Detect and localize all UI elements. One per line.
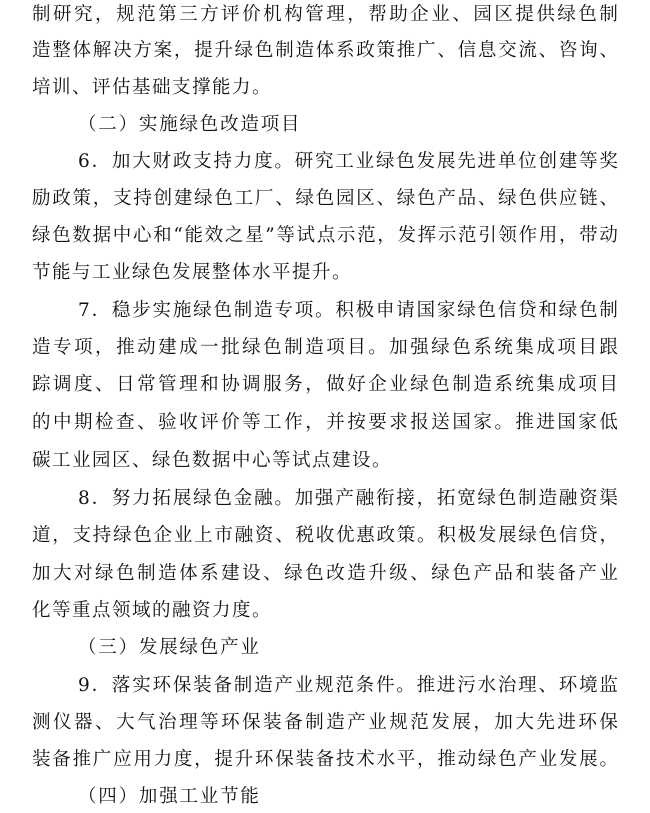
text-line: 培训、评估基础支撑能力。 <box>32 77 273 98</box>
text-line: 制 研 究 ， 规 范 第 三 方 评 价 机 构 管 理 ， 帮 助 企 业 、 园 区 提 供 绿 色 制 <box>32 4 618 25</box>
text-line: 绿 色 数 据 中 心 和 “ 能 效 之 星 ” 等 试 点 示 范 ， 发 挥 示 范 引 领 作 用 ， 带 动 <box>32 225 618 246</box>
text-line: 的 中 期 检 查 、 验 收 评 价 等 工 作 ， 并 按 要 求 报 送 国 家 。 推 进 国 家 低 <box>32 412 618 433</box>
text-line: 化等重点领域的融资力度。 <box>32 600 273 621</box>
paragraph-first-line: 9 ． 落 实 环 保 装 备 制 造 产 业 规 范 条 件 。 推 进 污 水 治 理 、 环 境 监 <box>78 675 618 696</box>
text-line: 道 ， 支 持 绿 色 企 业 上 市 融 资 、 税 收 优 惠 政 策 。 积 极 发 展 绿 色 信 贷 ， <box>32 525 618 546</box>
paragraph-first-line: 7 ． 稳 步 实 施 绿 色 制 造 专 项 。 积 极 申 请 国 家 绿 色 信 贷 和 绿 色 制 <box>78 300 618 321</box>
text-line: 装 备 推 广 应 用 力 度 ， 提 升 环 保 装 备 技 术 水 平 ， 推 动 绿 色 产 业 发 展 。 <box>32 749 618 770</box>
text-line: 造 专 项 ， 推 动 建 成 一 批 绿 色 制 造 项 目 。 加 强 绿 色 系 统 集 成 项 目 跟 <box>32 337 618 358</box>
text-line: 碳工业园区、绿色数据中心等试点建设。 <box>32 450 393 471</box>
section-heading: （三）发展绿色产业 <box>78 637 261 658</box>
section-heading: （二）实施绿色改造项目 <box>78 114 302 135</box>
text-line: 造 整 体 解 决 方 案 ， 提 升 绿 色 制 造 体 系 政 策 推 广 、 信 息 交 流 、 咨 询 、 <box>32 40 618 61</box>
text-line: 励 政 策 ， 支 持 创 建 绿 色 工 厂 、 绿 色 园 区 、 绿 色 产 品 、 绿 色 供 应 链 、 <box>32 188 618 209</box>
text-line: 加 大 对 绿 色 制 造 体 系 建 设 、 绿 色 改 造 升 级 、 绿 色 产 品 和 装 备 产 业 <box>32 563 618 584</box>
text-line: 测 仪 器 、 大 气 治 理 等 环 保 装 备 制 造 产 业 规 范 发 展 ， 加 大 先 进 环 保 <box>32 712 618 733</box>
paragraph-first-line: 6 ． 加 大 财 政 支 持 力 度 。 研 究 工 业 绿 色 发 展 先 进 单 位 创 建 等 奖 <box>78 151 618 172</box>
paragraph-first-line: 8 ． 努 力 拓 展 绿 色 金 融 。 加 强 产 融 衔 接 ， 拓 宽 绿 色 制 造 融 资 渠 <box>78 488 618 509</box>
section-heading: （四）加强工业节能 <box>78 786 261 807</box>
text-line: 节能与工业绿色发展整体水平提升。 <box>32 262 353 283</box>
text-line: 踪 调 度 、 日 常 管 理 和 协 调 服 务 ， 做 好 企 业 绿 色 制 造 系 统 集 成 项 目 <box>32 374 618 395</box>
